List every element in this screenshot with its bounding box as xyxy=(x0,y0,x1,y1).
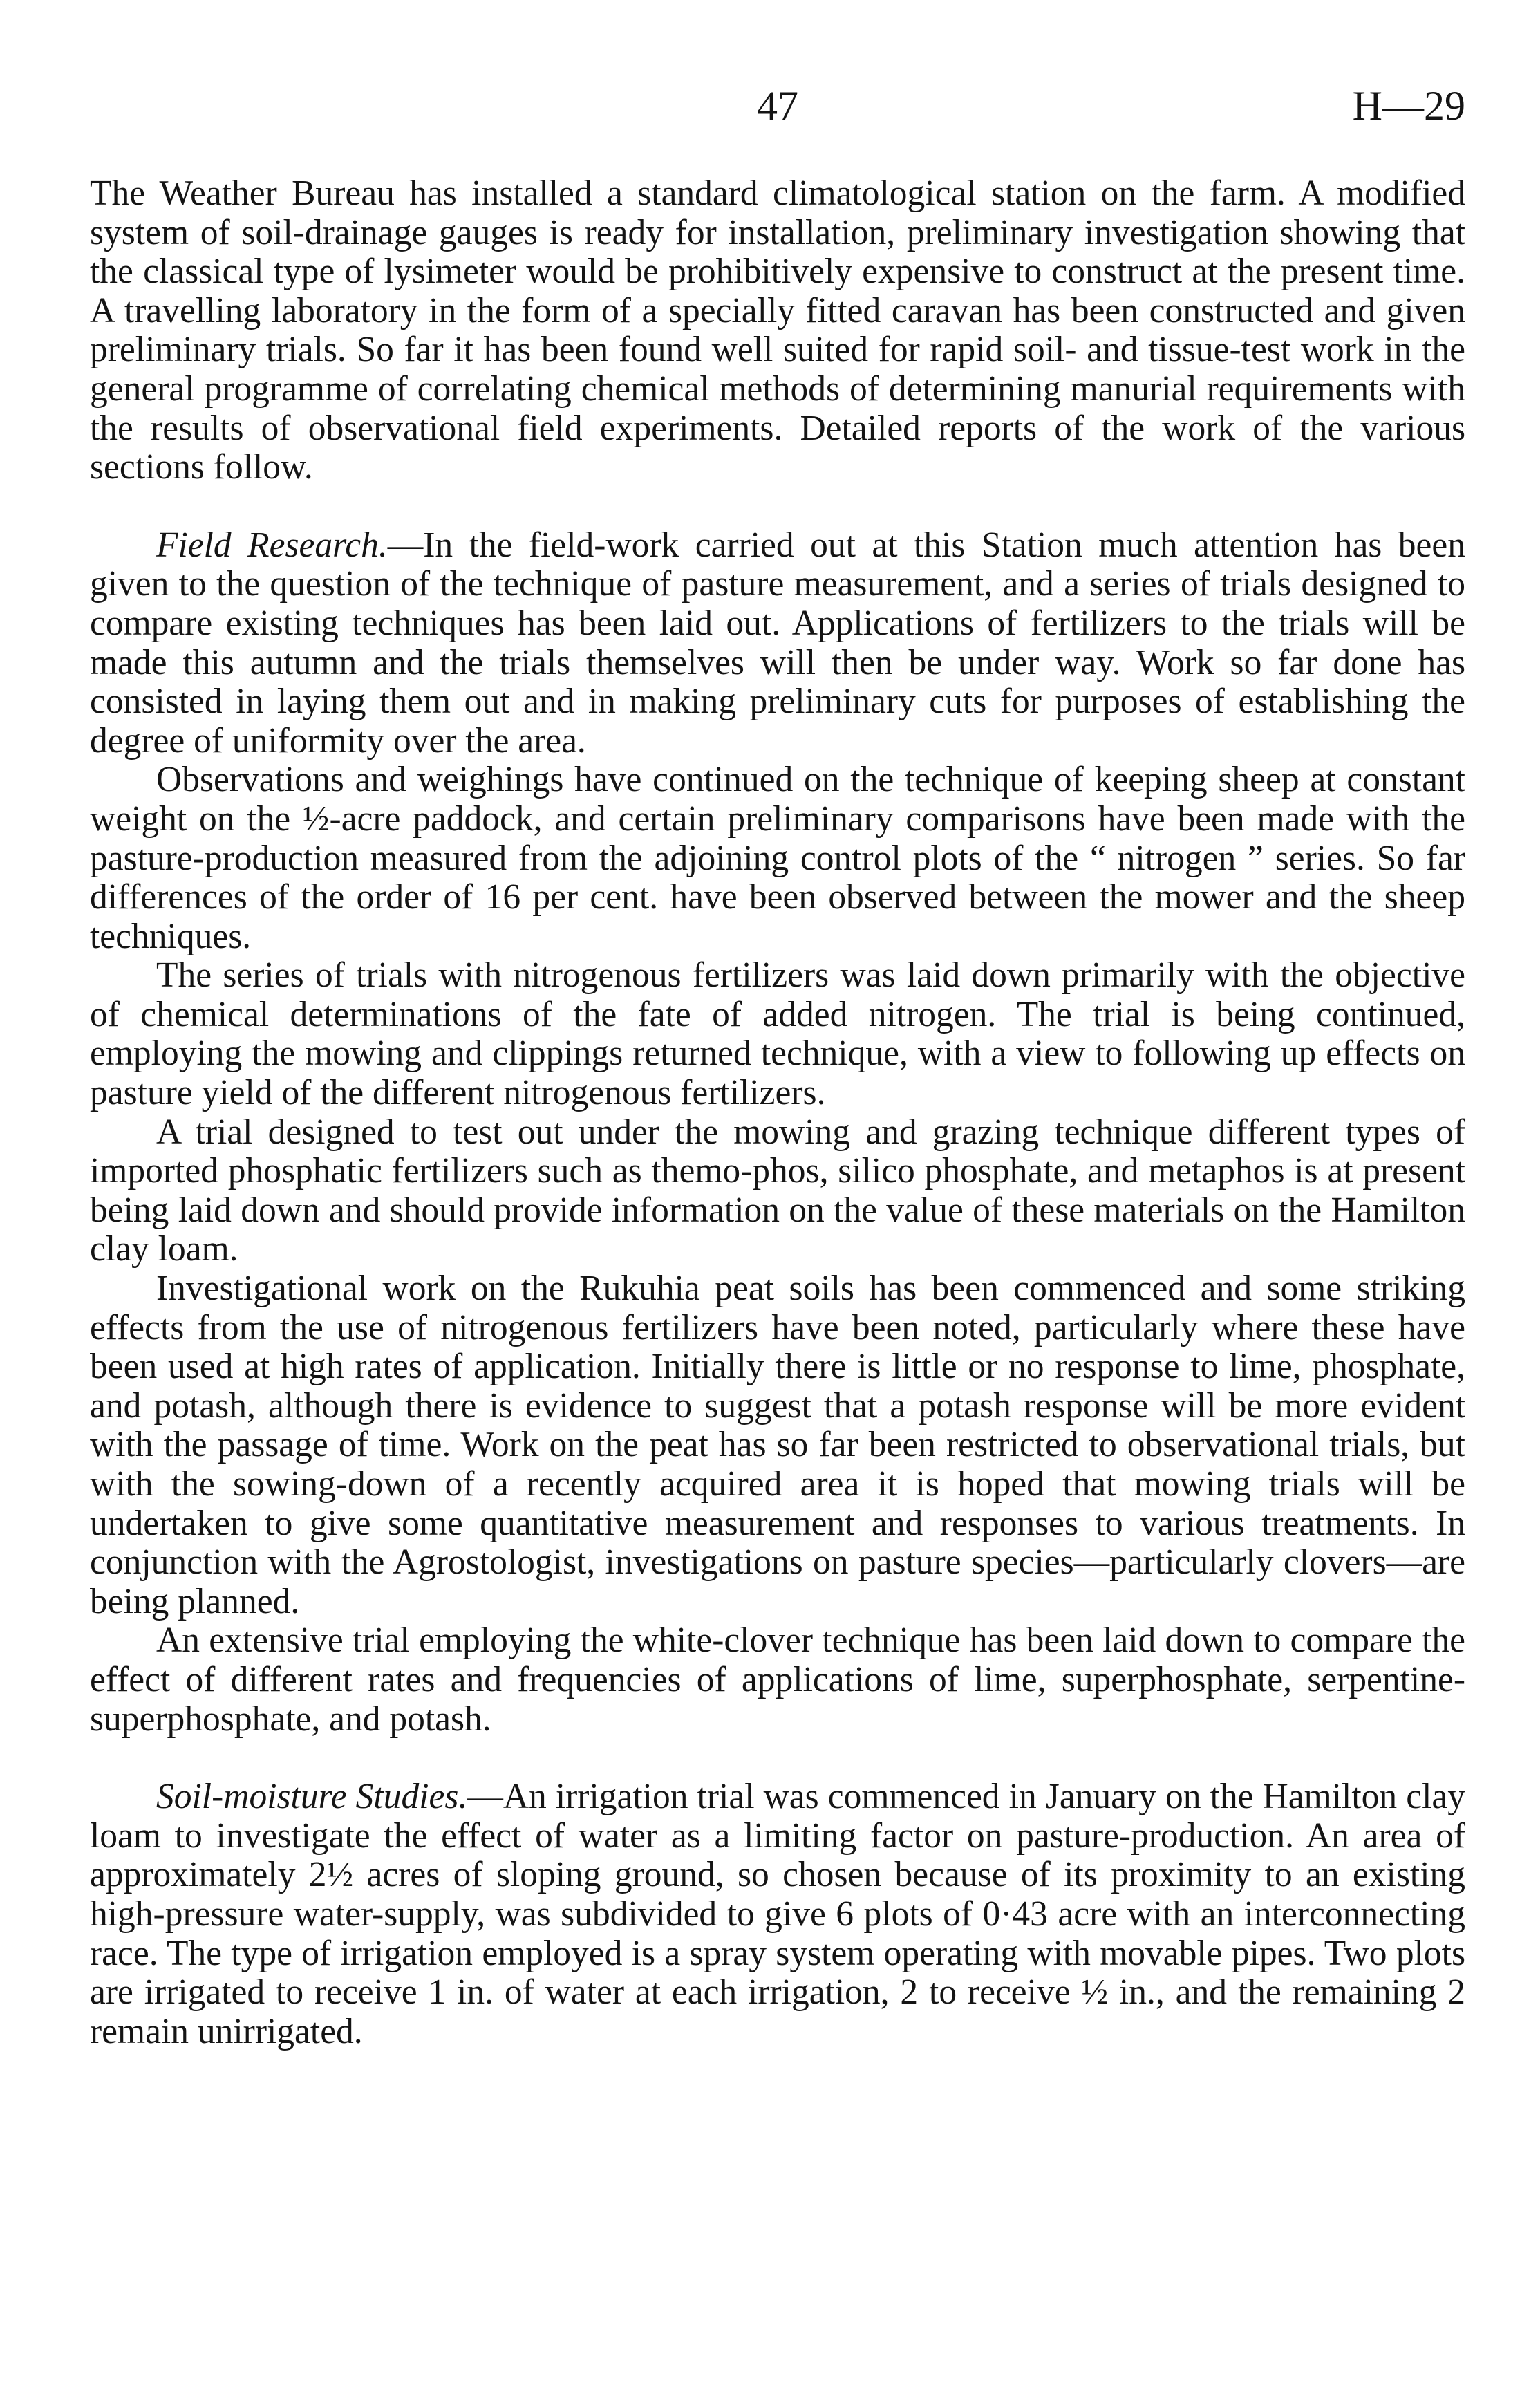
white-clover-paragraph: An extensive trial employing the white-clover technique has been laid down to compare the effect of different rates and frequencies of applications of lime, superphosphate, serpentine-superphosphate, and potash. xyxy=(90,1621,1465,1739)
field-research-paragraph xyxy=(90,526,1465,761)
body-text xyxy=(90,174,1465,2051)
soil-moisture-paragraph xyxy=(90,1777,1465,2051)
intro-paragraph: The Weather Bureau has installed a standard climatological station on the farm. A modified system of soil-drainage gauges is ready for installation, preliminary investigation showing that the classical type of lysimeter would be prohibitively expensive to construct at the present time. A travelling laboratory in the form of a specially fitted caravan has been constructed and given preliminary trials. So far it has been found well suited for rapid soil- and tissue-test work in the general programme of correlating chemical methods of determining manurial requirements with the results of observational field experiments. Detailed reports of the work of the various sections follow. xyxy=(90,174,1465,487)
peat-soils-paragraph: Investigational work on the Rukuhia peat soils has been commenced and some striking effects from the use of nitrogenous fertilizers have been noted, particularly where these have been used at high rates of application. Initially there is little or no response to lime, phosphate, and potash, although there is evidence to suggest that a potash response will be more evident with the passage of time. Work on the peat has so far been restricted to observational trials, but with the sowing-down of a recently acquired area it is hoped that mowing trials will be undertaken to give some quantitative measurement and responses to various treatments. In conjunction with the Agrostologist, investigations on pasture species—particularly clovers—are being planned. xyxy=(90,1269,1465,1621)
phosphatic-trial-paragraph: A trial designed to test out under the mowing and grazing technique different types of imported phosphatic fertilizers such as themo-phos, silico phosphate, and metaphos is at present being laid down and should provide information on the value of these materials on the Hamilton clay loam. xyxy=(90,1112,1465,1269)
field-research-text: —In the field-work carried out at this Station much attention has been given to the question of the technique of pasture measurement, and a series of trials designed to compare existing techniques has been laid out. Applications of fertilizers to the trials will be made this autumn and the trials themselves will then be under way. Work so far done has consisted in laying them out and in making preliminary cuts for purposes of establishing the degree of uniformity over the area. xyxy=(90,525,1466,760)
page-header xyxy=(90,82,1465,130)
nitrogen-trials-paragraph: The series of trials with nitrogenous fertilizers was laid down primarily with the objective of chemical determinations of the fate of added nitrogen. The trial is being continued, employing the mowing and clippings returned technique, with a view to following up effects on pasture yield of the different nitrogenous fertilizers. xyxy=(90,955,1465,1113)
soil-moisture-text: —An irrigation trial was commenced in January on the Hamilton clay loam to investigate the effect of water as a limiting factor on pasture-production. An area of approximately 2½ acres of sloping ground, so chosen because of its proximity to an existing high-pressure water-supply, was subdivided to give 6 plots of 0·43 acre with an interconnecting race. The type of irrigation employed is a spray system operating with movable pipes. Two plots are irrigated to receive 1 in. of water at each irrigation, 2 to receive ½ in., and the remaining 2 remain unirrigated. xyxy=(90,1777,1465,2051)
soil-moisture-heading: Soil-moisture Studies. xyxy=(156,1777,468,1817)
sheep-technique-paragraph: Observations and weighings have continued on the technique of keeping sheep at constant weight on the ½-acre paddock, and certain preliminary comparisons have been made with the pasture-production measured from the adjoining control plots of the “ nitrogen ” series. So far differences of the order of 16 per cent. have been observed between the mower and the sheep techniques. xyxy=(90,760,1465,956)
field-research-heading: Field Research. xyxy=(156,525,388,565)
report-code: H—29 xyxy=(1352,83,1465,129)
page-number: 47 xyxy=(757,83,798,129)
